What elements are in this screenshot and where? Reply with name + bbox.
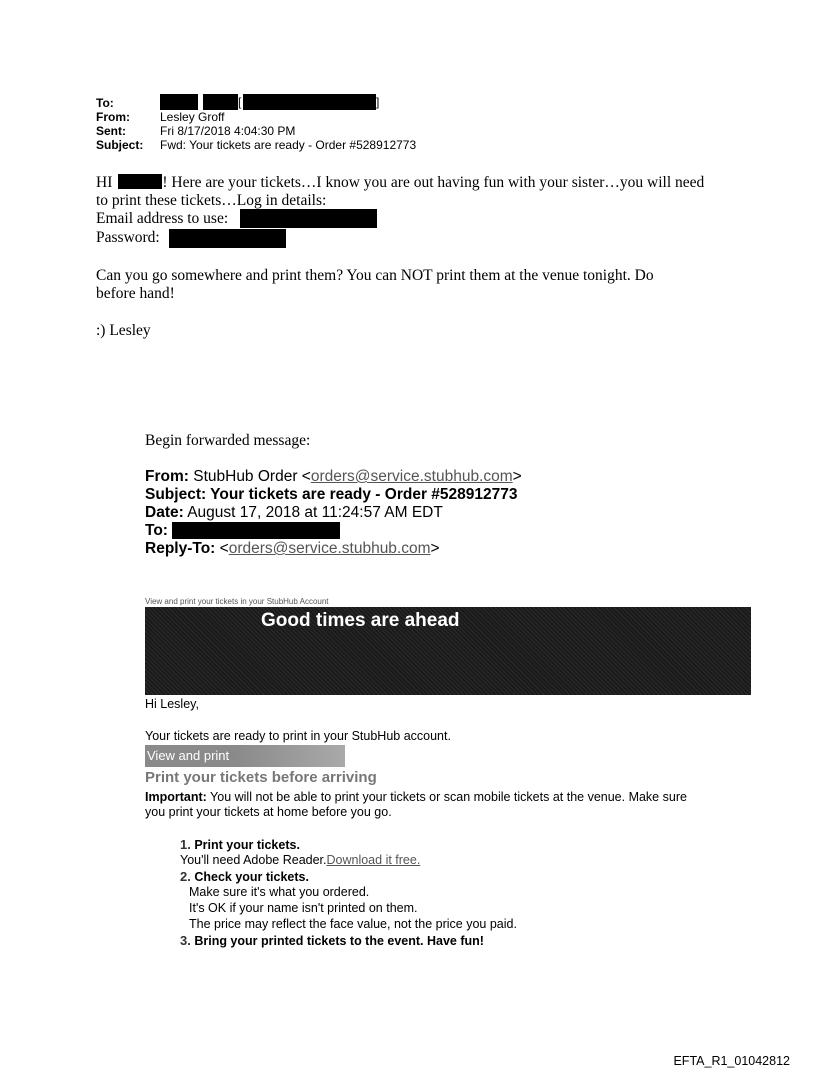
step-2-line3: The price may reflect the face value, not the price you paid. [189,917,517,931]
redaction-box [240,209,377,228]
banner [145,607,751,695]
fwd-from-email-link[interactable]: orders@service.stubhub.com [310,468,513,485]
password-label: Password: [96,229,160,246]
fwd-reply-open: < [219,540,229,557]
step-3-number: 3. [180,933,191,948]
step-1-desc [180,853,420,868]
fwd-from-close: > [512,468,522,485]
greeting-hi: Hi Lesley, [145,697,199,711]
sent-value: Fri 8/17/2018 4:04:30 PM [160,124,296,138]
redaction-box [160,94,198,110]
to-bracket-open: [ [238,95,242,109]
step-1-title-row [180,837,300,853]
step-1-number: 1. [180,837,191,852]
fwd-subject-row: Subject: Your tickets are ready - Order #528912773 [145,486,518,503]
step-2-line2: It's OK if your name isn't printed on them. [189,901,418,915]
bates-number: EFTA_R1_01042812 [673,1054,790,1068]
fwd-to-row [145,522,168,540]
fwd-date-row [145,504,443,522]
subject-value: Fwd: Your tickets are ready - Order #528912773 [160,138,417,152]
email-label: Email address to use: [96,210,229,227]
signoff: :) Lesley [96,322,151,339]
important-text: You will not be able to print your tickets or scan mobile tickets at the venue. Make sure [206,790,687,804]
step-1-title: Print your tickets. [194,838,300,852]
important-line1 [145,790,687,805]
step-2-line1: Make sure it's what you ordered. [189,885,370,899]
view-and-print-button[interactable]: View and print [145,745,345,767]
important-line2: you print your tickets at home before you go. [145,805,392,819]
step-1-desc-text: You'll need Adobe Reader. [180,853,327,867]
print-heading: Print your tickets before arriving [145,769,377,786]
to-bracket-close: ] [376,95,380,109]
forward-intro: Begin forwarded message: [145,432,311,449]
fwd-to-label: To: [145,522,168,539]
fwd-reply-close: > [430,540,440,557]
header-to-row [96,97,160,110]
fwd-reply-email-link[interactable]: orders@service.stubhub.com [228,540,431,557]
step-2-title: Check your tickets. [194,870,309,884]
step-2-title-row [180,869,309,885]
header-from-row [96,111,224,124]
step-3-title: Bring your printed tickets to the event. Have fun! [194,934,484,948]
step-2-number: 2. [180,869,191,884]
redaction-box [118,174,162,189]
redaction-box [243,94,376,110]
redaction-box [203,94,238,110]
greeting-post: ! Here are your tickets…I know you are out having fun with your sister…you will need [162,174,705,191]
fwd-from-name: StubHub Order < [193,468,311,485]
fwd-reply-row [145,540,440,558]
sent-label: Sent: [96,124,126,138]
header-subject-row [96,139,416,152]
para2-line1: Can you go somewhere and print them? You can NOT print them at the venue tonight. Do [96,267,654,284]
preheader-link[interactable]: View and print your tickets in your StubHub Account [145,597,329,606]
greeting-pre: HI [96,174,113,191]
subject-label: Subject: [96,138,144,152]
greeting-line [96,174,704,192]
fwd-reply-label: Reply-To: [145,540,216,557]
from-value: Lesley Groff [160,110,225,124]
ready-text: Your tickets are ready to print in your StubHub account. [145,729,451,743]
fwd-date-label: Date: [145,504,184,521]
fwd-date-value: August 17, 2018 at 11:24:57 AM EDT [187,504,443,521]
to-label: To: [96,96,114,110]
download-reader-link[interactable]: Download it free. [326,853,421,867]
para2-line2: before hand! [96,285,175,302]
step-3-title-row [180,933,484,949]
important-label: Important: [145,790,207,804]
header-sent-row [96,125,295,138]
redaction-box [172,522,340,539]
redaction-box [169,229,286,248]
fwd-from-row [145,468,522,486]
from-label: From: [96,110,130,124]
fwd-from-label: From: [145,468,189,485]
banner-title: Good times are ahead [261,610,460,631]
body-line-2: to print these tickets…Log in details: [96,192,327,209]
